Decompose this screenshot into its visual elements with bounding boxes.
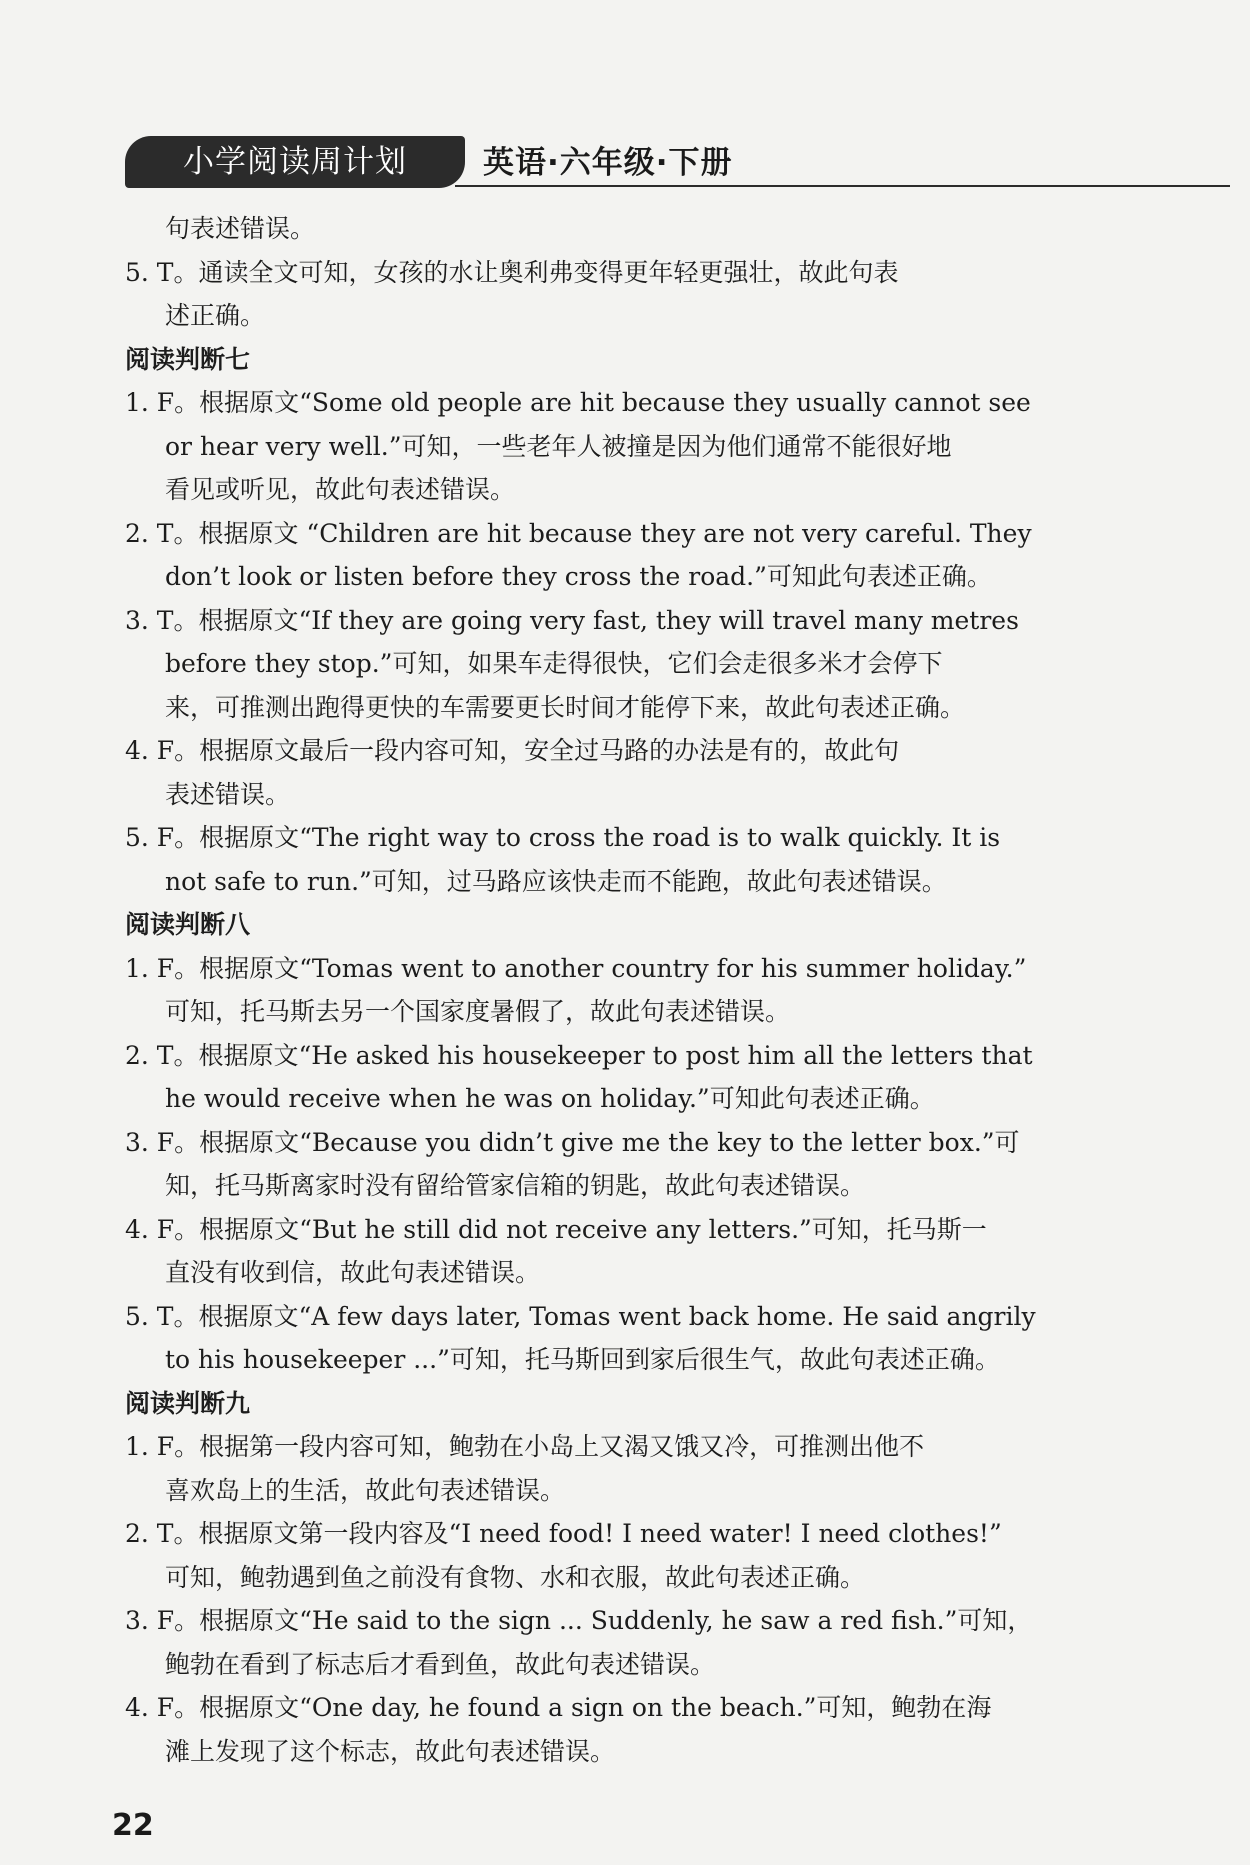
answer-item-line: 3. T。根据原文“If they are going very fast, they will travel many metres <box>125 605 1019 635</box>
section-heading: 阅读判断九 <box>125 1388 251 1418</box>
series-title: 小学阅读周计划 <box>183 144 407 180</box>
answer-continuation-line: 看见或听见，故此句表述错误。 <box>165 475 516 504</box>
answer-continuation-line: 可知，托马斯去另一个国家度暑假了，故此句表述错误。 <box>165 997 791 1026</box>
answer-continuation-line: not safe to run.”可知，过马路应该快走而不能跑，故此句表述错误。 <box>165 866 947 896</box>
answer-item-line: 1. F。根据原文“Tomas went to another country for his summer holiday.” <box>125 953 1027 983</box>
answer-item-line: 3. F。根据原文“Because you didn’t give me the key to the letter box.”可 <box>125 1127 1020 1157</box>
answer-item-line: 5. T。通读全文可知，女孩的水让奥利弗变得更年轻更强壮，故此句表 <box>125 257 899 287</box>
answer-continuation-line: 表述错误。 <box>165 779 291 809</box>
page-number: 22 <box>112 1808 154 1843</box>
answer-continuation-line: 知，托马斯离家时没有留给管家信箱的钥匙，故此句表述错误。 <box>165 1171 866 1200</box>
answer-continuation-line: 述正确。 <box>165 301 266 330</box>
answer-continuation-line: 来，可推测出跑得更快的车需要更长时间才能停下来，故此句表述正确。 <box>165 692 966 722</box>
book-title: 英语·六年级·下册 <box>483 145 733 181</box>
answer-continuation-line: 直没有收到信，故此句表述错误。 <box>165 1258 541 1287</box>
answer-continuation-line: 滩上发现了这个标志，故此句表述错误。 <box>165 1736 616 1766</box>
answer-continuation-line: don’t look or listen before they cross the road.”可知此句表述正确。 <box>165 562 992 591</box>
answer-continuation-line: or hear very well.”可知，一些老年人被撞是因为他们通常不能很好地 <box>165 431 952 461</box>
answer-item-line: 2. T。根据原文第一段内容及“I need food! I need water! I need clothes!” <box>125 1519 1002 1548</box>
answer-continuation-line: before they stop.”可知，如果车走得很快，它们会走很多米才会停下 <box>165 649 943 678</box>
answer-continuation-line: he would receive when he was on holiday.”可知此句表述正确。 <box>165 1084 935 1113</box>
answer-item-line: 4. F。根据原文“One day, he found a sign on the beach.”可知，鲍勃在海 <box>125 1693 992 1722</box>
answer-item-line: 2. T。根据原文“He asked his housekeeper to post him all the letters that <box>125 1040 1033 1070</box>
answer-text <box>125 207 1080 1773</box>
answer-item-line: 4. F。根据原文“But he still did not receive any letters.”可知，托马斯一 <box>125 1214 987 1244</box>
header-divider <box>455 185 1230 187</box>
answer-continuation-line: 鲍勃在看到了标志后才看到鱼，故此句表述错误。 <box>165 1649 716 1679</box>
section-heading: 阅读判断八 <box>125 910 251 939</box>
answer-item-line: 3. F。根据原文“He said to the sign ... Suddenly, he saw a red fish.”可知， <box>125 1606 1033 1635</box>
answer-item-line: 1. F。根据原文“Some old people are hit because they usually cannot see <box>125 388 1031 417</box>
answer-continuation-line: 句表述错误。 <box>165 214 316 243</box>
answer-item-line: 4. F。根据原文最后一段内容可知，安全过马路的办法是有的，故此句 <box>125 736 900 765</box>
answer-item-line: 5. F。根据原文“The right way to cross the road is to walk quickly. It is <box>125 823 1001 852</box>
series-badge <box>125 136 465 188</box>
answer-item-line: 2. T。根据原文 “Children are hit because they are not very careful. They <box>125 518 1032 548</box>
answer-item-line: 5. T。根据原文“A few days later, Tomas went back home. He said angrily <box>125 1301 1036 1331</box>
answer-continuation-line: to his housekeeper ...”可知，托马斯回到家后很生气，故此句表述正确。 <box>165 1345 1000 1374</box>
answer-item-line: 1. F。根据第一段内容可知，鲍勃在小岛上又渴又饿又冷，可推测出他不 <box>125 1432 925 1461</box>
answer-continuation-line: 喜欢岛上的生活，故此句表述错误。 <box>165 1475 566 1505</box>
running-header <box>125 130 1230 192</box>
section-heading: 阅读判断七 <box>125 344 251 374</box>
answer-continuation-line: 可知，鲍勃遇到鱼之前没有食物、水和衣服，故此句表述正确。 <box>165 1562 866 1592</box>
